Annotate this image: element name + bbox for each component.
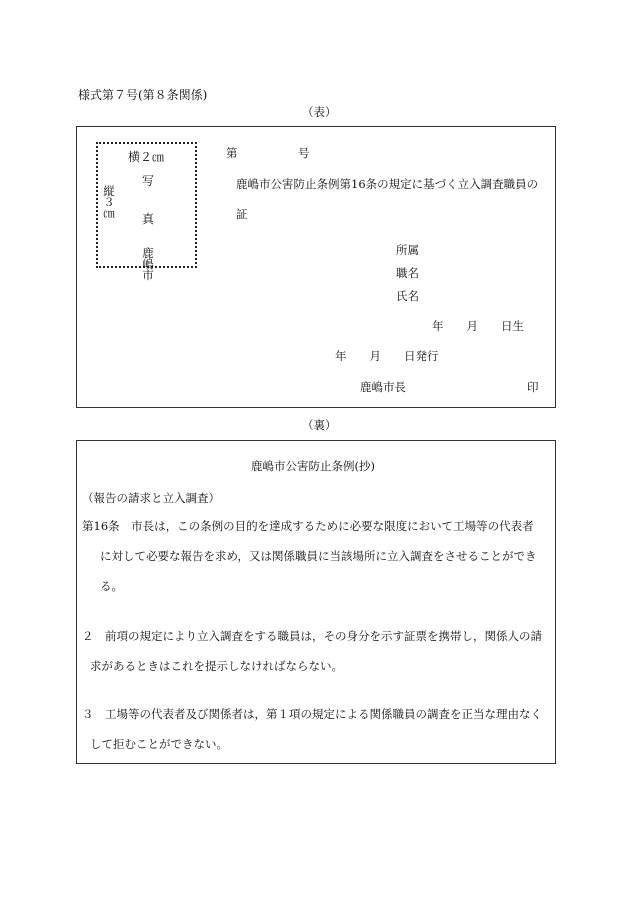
article-16-line-1: 第16条 市長は，この条例の目的を達成するために必要な限度において工場等の代表者 — [82, 519, 534, 533]
photo-char-1: 写 — [142, 174, 155, 188]
paragraph-3-line-1: ３ 工場等の代表者及び関係者は，第１項の規定による関係職員の調査を正当な理由なく — [82, 707, 542, 721]
article-16-line-2: に対して必要な報告を求め，又は関係職員に当該場所に立入調査をさせることができ — [100, 549, 537, 563]
city-stamp-text: 鹿 嶋 市 — [142, 246, 154, 282]
seal-mark: 印 — [527, 380, 539, 394]
back-label: （裏） — [302, 418, 337, 432]
article-16-line-3: る。 — [100, 579, 123, 593]
photo-height-note: 縦 ３ ㎝ — [103, 184, 115, 220]
number-suffix: 号 — [298, 146, 310, 160]
issuer: 鹿嶋市長 — [360, 380, 406, 394]
form-number: 様式第７号(第８条関係) — [78, 88, 208, 102]
paragraph-2-line-2: 求があるときはこれを提示しなければならない。 — [90, 659, 343, 673]
photo-width-note: 横２㎝ — [128, 150, 165, 164]
photo-char-2: 真 — [142, 212, 155, 226]
name-label: 氏名 — [396, 289, 419, 303]
paragraph-2-line-1: ２ 前項の規定により立入調査をする職員は，その身分を示す証票を携帯し，関係人の請 — [82, 629, 542, 643]
number-prefix: 第 — [226, 146, 238, 160]
front-label: （表） — [302, 105, 337, 119]
certificate-title: 鹿嶋市公害防止条例第16条の規定に基づく立入調査職員の — [236, 177, 539, 191]
paragraph-3-line-2: して拒むことができない。 — [90, 737, 228, 751]
issue-date: 年 月 日発行 — [335, 349, 439, 363]
position-label: 職名 — [396, 266, 419, 280]
section-title: （報告の請求と立入調査） — [82, 491, 220, 505]
ordinance-heading: 鹿嶋市公害防止条例(抄) — [251, 459, 375, 473]
certificate-title-2: 証 — [236, 207, 248, 221]
affiliation-label: 所属 — [396, 243, 419, 257]
birth-date: 年 月 日生 — [432, 319, 524, 333]
